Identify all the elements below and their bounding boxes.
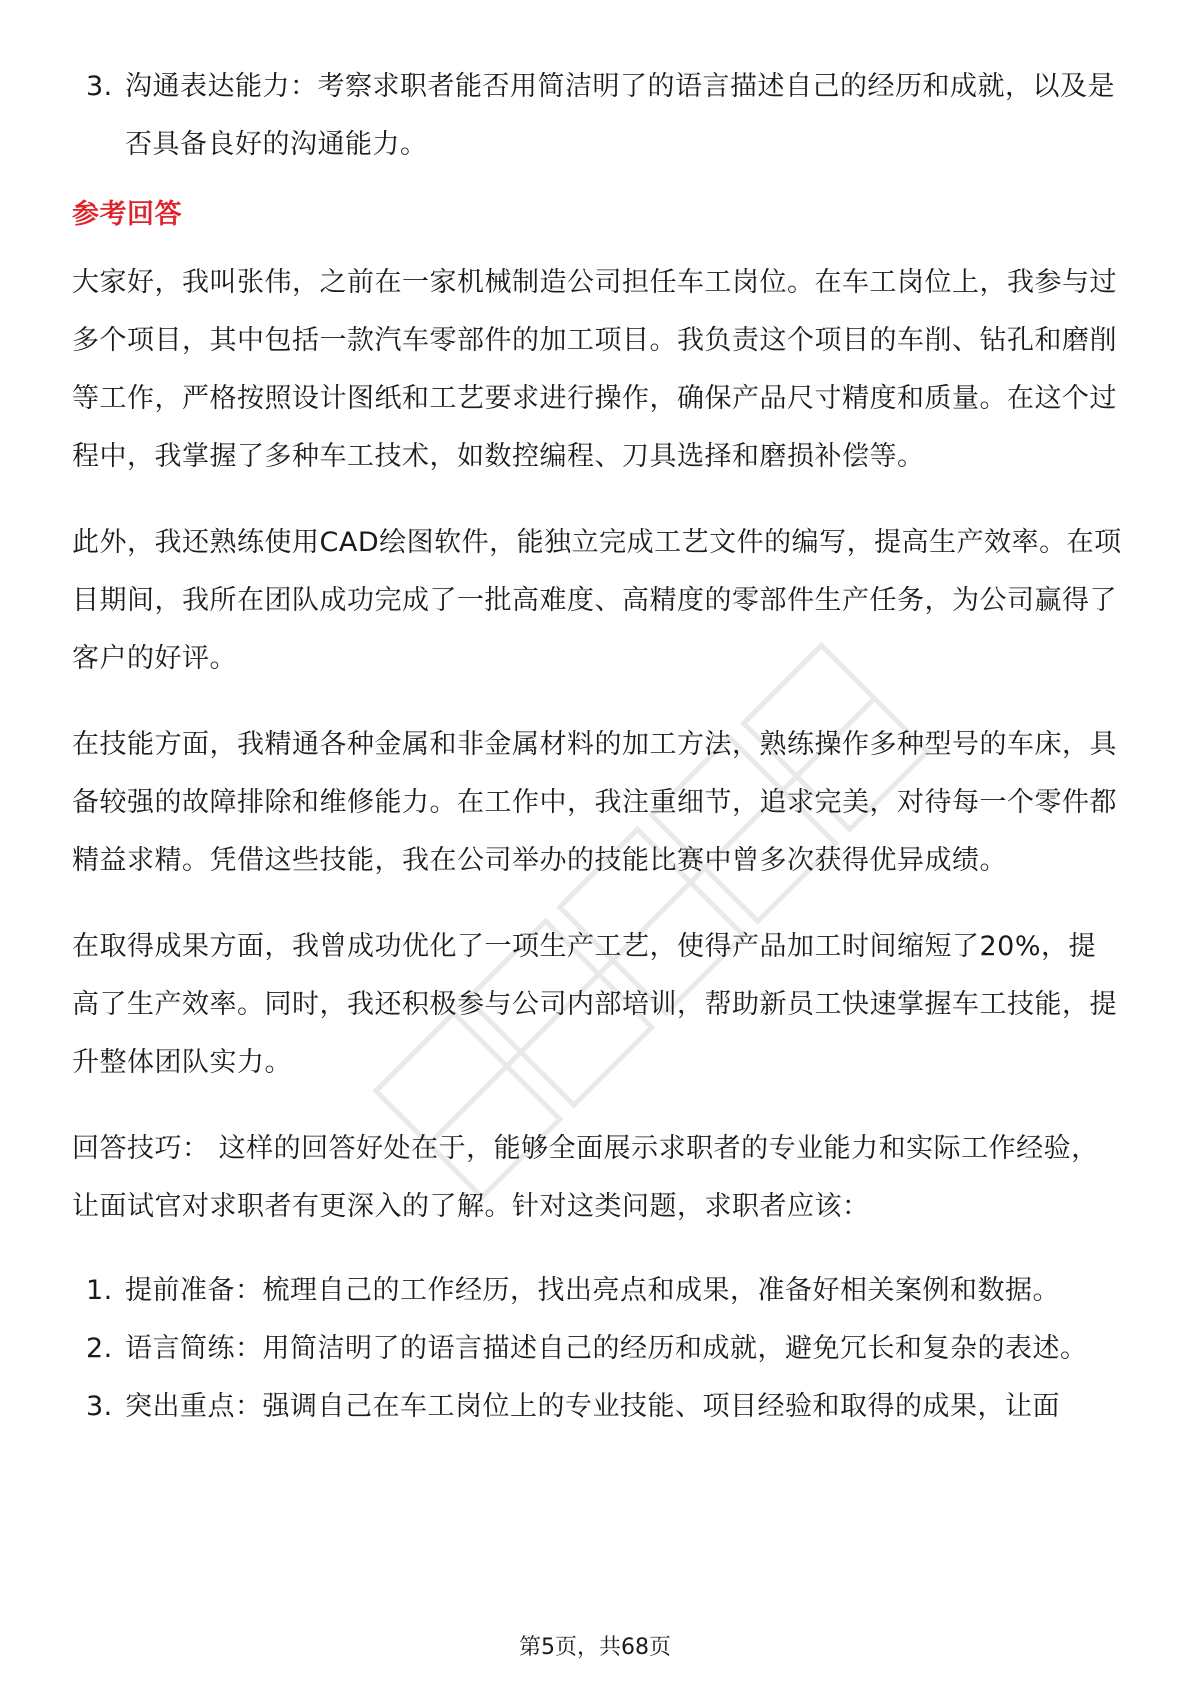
answer-tips-paragraph: 回答技巧： 这样的回答好处在于，能够全面展示求职者的专业能力和实际工作经验，让面试官对求职者有更深入的了解。针对这类问题，求职者应该： [72, 1133, 1099, 1222]
document-body [72, 58, 1122, 1436]
tips-list [72, 1262, 1122, 1436]
answer-paragraph-cad: 此外，我还熟练使用CAD绘图软件，能独立完成工艺文件的编写，提高生产效率。在项目期间，我所在团队成功完成了一批高难度、高精度的零部件生产任务，为公司赢得了客户的好评。 [72, 527, 1122, 674]
list-number: 3. [86, 1391, 113, 1422]
answer-paragraph-results: 在取得成果方面，我曾成功优化了一项生产工艺，使得产品加工时间缩短了20%，提高了生产效率。同时，我还积极参与公司内部培训，帮助新员工快速掌握车工技能，提升整体团队实力。 [72, 931, 1117, 1078]
list-item [72, 58, 1122, 174]
list-item [72, 1378, 1122, 1436]
evaluation-criteria-list [72, 58, 1122, 174]
list-item [72, 1320, 1122, 1378]
list-item-text: 突出重点：强调自己在车工岗位上的专业技能、项目经验和取得的成果，让面 [125, 1391, 1060, 1422]
list-item-text: 沟通表达能力：考察求职者能否用简洁明了的语言描述自己的经历和成就，以及是否具备良好的沟通能力。 [125, 71, 1115, 160]
list-number: 2. [86, 1333, 113, 1364]
section-heading: 参考回答 [72, 199, 182, 230]
list-number: 1. [86, 1275, 113, 1306]
list-number: 3. [86, 71, 113, 102]
page-footer: 第5页，共68页 [519, 1635, 671, 1660]
answer-paragraph-intro: 大家好，我叫张伟，之前在一家机械制造公司担任车工岗位。在车工岗位上，我参与过多个项目，其中包括一款汽车零部件的加工项目。我负责这个项目的车削、钻孔和磨削等工作，严格按照设计图纸和工艺要求进行操作，确保产品尺寸精度和质量。在这个过程中，我掌握了多种车工技术，如数控编程、刀具选择和磨损补偿等。 [72, 267, 1117, 472]
answer-paragraph-skills: 在技能方面，我精通各种金属和非金属材料的加工方法，熟练操作多种型号的车床，具备较强的故障排除和维修能力。在工作中，我注重细节，追求完美，对待每一个零件都精益求精。凭借这些技能，我在公司举办的技能比赛中曾多次获得优异成绩。 [72, 729, 1117, 876]
list-item-text: 提前准备：梳理自己的工作经历，找出亮点和成果，准备好相关案例和数据。 [125, 1275, 1060, 1306]
list-item-text: 语言简练：用简洁明了的语言描述自己的经历和成就，避免冗长和复杂的表述。 [125, 1333, 1088, 1364]
list-item [72, 1262, 1122, 1320]
